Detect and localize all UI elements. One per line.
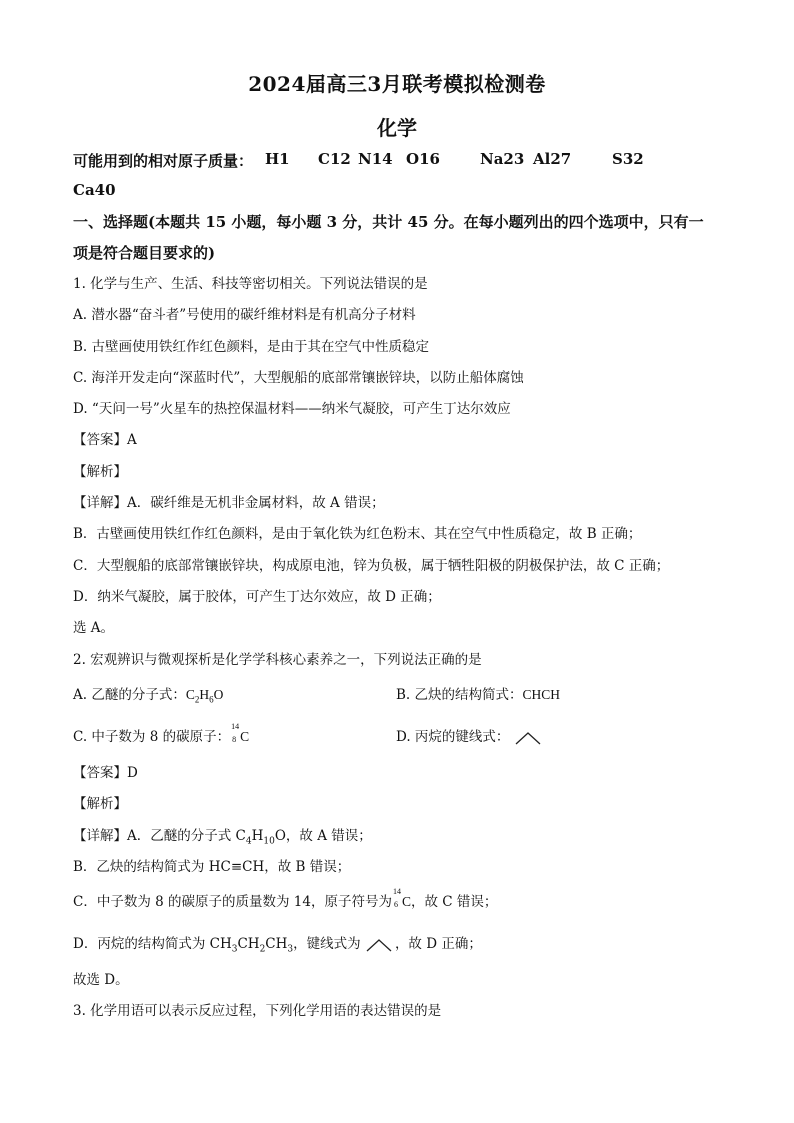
q2-conclusion: 故选 D。 <box>73 972 129 988</box>
q1-option-c: C. 海洋开发走向“深蓝时代”，大型舰船的底部常镶嵌锌块，以防止船体腐蚀 <box>73 370 524 386</box>
q1-conclusion: 选 A。 <box>73 620 115 636</box>
q2-option-d-text: D. 丙烷的键线式： <box>396 729 510 745</box>
q2-detail-d: D．丙烷的结构简式为 $CH_3CH_2CH_3$，键线式为 ，故 D 正确； <box>73 936 482 955</box>
atomic-mass-h: H1 <box>265 150 290 168</box>
q1-detail-a: 【详解】A．碳纤维是无机非金属材料，故 A 错误； <box>73 495 385 511</box>
q1-option-a: A. 潜水器“奋斗者”号使用的碳纤维材料是有机高分子材料 <box>73 307 416 323</box>
q2-option-b-formula: CHCH <box>522 687 561 702</box>
atomic-mass-n: N14 <box>358 150 393 168</box>
section-heading-line1: 一、选择题(本题共 15 小题，每小题 3 分，共计 45 分。在每小题列出的四个选项中，只有一 <box>73 213 704 231</box>
q2-detail-a: 【详解】A．乙醚的分子式 $C_4H_{10}O$，故 A 错误； <box>73 828 372 847</box>
q2-option-b <box>396 685 560 705</box>
q2-option-a-text: A. 乙醚的分子式： <box>73 687 186 703</box>
q2-option-b-text: B. 乙炔的结构简式： <box>396 687 523 703</box>
q2-detail-c-isotope: 14 6 <box>392 887 401 909</box>
section-heading-line2: 项是符合题目要求的) <box>73 244 216 262</box>
atomic-mass-label: 可能用到的相对原子质量： <box>73 152 254 170</box>
q1-detail-c: C．大型舰船的底部常镶嵌锌块，构成原电池，锌为负极，属于牺牲阳极的阴极保护法，故 C 正确； <box>73 558 670 574</box>
propane-skeletal-icon <box>514 730 544 746</box>
q2-option-c-isotope: 14 8 <box>231 722 240 744</box>
q2-answer: 【答案】D <box>73 765 138 781</box>
q2-option-c: C. 中子数为 8 的碳原子： 14 8 C <box>73 722 250 745</box>
q2-option-a-formula: $C_2H_6O$ <box>185 687 224 705</box>
q1-option-b: B. 古壁画使用铁红作红色颜料，是由于其在空气中性质稳定 <box>73 339 430 355</box>
q2-option-c-text: C. 中子数为 8 的碳原子： <box>73 729 231 745</box>
exam-title: 2024届高三3月联考模拟检测卷 <box>248 72 546 96</box>
q1-detail-d: D．纳米气凝胶，属于胶体，可产生丁达尔效应，故 D 正确； <box>73 589 441 605</box>
q2-stem: 2. 宏观辨识与微观探析是化学学科核心素养之一，下列说法正确的是 <box>73 652 482 668</box>
q1-detail-b: B．古壁画使用铁红作红色颜料，是由于氧化铁为红色粉末、其在空气中性质稳定，故 B 正确； <box>73 526 642 542</box>
subject-title: 化学 <box>377 116 417 140</box>
q2-option-d <box>396 727 544 747</box>
q1-analysis-label: 【解析】 <box>73 464 127 480</box>
propane-skeletal-icon-detail <box>365 937 395 953</box>
q1-answer: 【答案】A <box>73 432 137 448</box>
q2-option-a <box>73 685 223 710</box>
q2-detail-c: C．中子数为 8 的碳原子的质量数为 14，原子符号为 14 6 C，故 C 错误； <box>73 887 498 910</box>
atomic-mass-o: O16 <box>406 150 440 168</box>
q2-detail-b: B．乙炔的结构简式为 HC≡CH，故 B 错误； <box>73 859 351 875</box>
atomic-mass-al: Al27 <box>533 150 572 168</box>
q2-analysis-label: 【解析】 <box>73 796 127 812</box>
atomic-mass-s: S32 <box>612 150 644 168</box>
atomic-mass-na: Na23 <box>480 150 525 168</box>
atomic-mass-c: C12 <box>318 150 351 168</box>
atomic-mass-ca: Ca40 <box>73 181 116 199</box>
q1-stem: 1. 化学与生产、生活、科技等密切相关。下列说法错误的是 <box>73 276 428 292</box>
q3-stem: 3. 化学用语可以表示反应过程，下列化学用语的表达错误的是 <box>73 1003 442 1019</box>
q1-option-d: D. “天问一号”火星车的热控保温材料——纳米气凝胶，可产生丁达尔效应 <box>73 401 511 417</box>
